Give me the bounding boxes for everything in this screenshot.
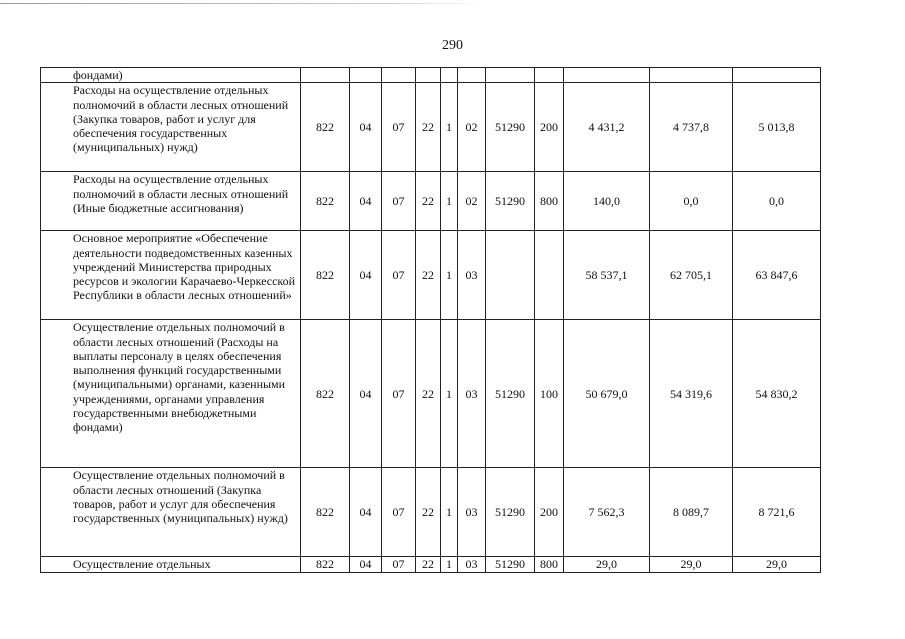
- section-code-cell: 04: [350, 172, 382, 231]
- ministry-code-cell: 822: [301, 83, 350, 172]
- section-code-cell: 04: [350, 557, 382, 572]
- subprogram-code-cell: 1: [441, 83, 458, 172]
- row-name-cell: Расходы на осуществление отдельных полномочий в области лесных отношений (Иные бюджетные ассигнования): [41, 172, 301, 231]
- amount-year2-cell: 29,0: [650, 557, 733, 572]
- table-row: [41, 320, 821, 468]
- expense-type-cell: 200: [535, 468, 564, 557]
- event-code-cell: 03: [458, 468, 486, 557]
- event-code-cell: 03: [458, 320, 486, 468]
- amount-year3-cell: [733, 68, 821, 83]
- event-code-cell: 02: [458, 172, 486, 231]
- budget-table: [40, 67, 821, 573]
- program-code-cell: [416, 68, 441, 83]
- subprogram-code-cell: 1: [441, 320, 458, 468]
- subsection-code-cell: 07: [382, 557, 416, 572]
- program-code-cell: 22: [416, 231, 441, 320]
- expense-direction-cell: 51290: [486, 83, 535, 172]
- amount-year2-cell: 0,0: [650, 172, 733, 231]
- subsection-code-cell: 07: [382, 231, 416, 320]
- event-code-cell: 02: [458, 83, 486, 172]
- program-code-cell: 22: [416, 468, 441, 557]
- amount-year1-cell: 50 679,0: [564, 320, 650, 468]
- amount-year2-cell: [650, 68, 733, 83]
- expense-direction-cell: 51290: [486, 468, 535, 557]
- section-code-cell: 04: [350, 83, 382, 172]
- section-code-cell: 04: [350, 231, 382, 320]
- amount-year1-cell: 7 562,3: [564, 468, 650, 557]
- ministry-code-cell: 822: [301, 557, 350, 572]
- amount-year1-cell: 4 431,2: [564, 83, 650, 172]
- subprogram-code-cell: 1: [441, 231, 458, 320]
- ministry-code-cell: 822: [301, 320, 350, 468]
- row-name-cell: Основное мероприятие «Обеспечение деятельности подведомственных казенных учреждений Министерства природных ресурсов и экологии Карачаево-Черкесской Республики в области лесных отношений»: [41, 231, 301, 320]
- section-code-cell: 04: [350, 468, 382, 557]
- ministry-code-cell: [301, 68, 350, 83]
- subsection-code-cell: 07: [382, 83, 416, 172]
- table-row: [41, 172, 821, 231]
- subprogram-code-cell: [441, 68, 458, 83]
- event-code-cell: 03: [458, 557, 486, 572]
- scan-edge-line: [0, 3, 485, 4]
- amount-year3-cell: 0,0: [733, 172, 821, 231]
- subsection-code-cell: [382, 68, 416, 83]
- amount-year3-cell: 29,0: [733, 557, 821, 572]
- table-row: [41, 68, 821, 83]
- expense-direction-cell: 51290: [486, 320, 535, 468]
- amount-year3-cell: 5 013,8: [733, 83, 821, 172]
- expense-direction-cell: [486, 68, 535, 83]
- program-code-cell: 22: [416, 172, 441, 231]
- page-number: 290: [442, 38, 463, 53]
- row-name-cell: фондами): [41, 68, 301, 83]
- table-row: [41, 231, 821, 320]
- amount-year3-cell: 54 830,2: [733, 320, 821, 468]
- subprogram-code-cell: 1: [441, 557, 458, 572]
- expense-direction-cell: 51290: [486, 172, 535, 231]
- expense-type-cell: 100: [535, 320, 564, 468]
- section-code-cell: [350, 68, 382, 83]
- event-code-cell: [458, 68, 486, 83]
- amount-year2-cell: 54 319,6: [650, 320, 733, 468]
- table-row: [41, 83, 821, 172]
- expense-type-cell: [535, 231, 564, 320]
- ministry-code-cell: 822: [301, 231, 350, 320]
- amount-year2-cell: 4 737,8: [650, 83, 733, 172]
- amount-year3-cell: 63 847,6: [733, 231, 821, 320]
- row-name-cell: Осуществление отдельных полномочий в области лесных отношений (Расходы на выплаты персоналу в целях обеспечения выполнения функций государственными (муниципальными) органами, казенными учреждениями, органами управления государственными внебюджетными фондами): [41, 320, 301, 468]
- expense-type-cell: 800: [535, 172, 564, 231]
- amount-year1-cell: 29,0: [564, 557, 650, 572]
- program-code-cell: 22: [416, 557, 441, 572]
- subsection-code-cell: 07: [382, 172, 416, 231]
- subsection-code-cell: 07: [382, 468, 416, 557]
- expense-direction-cell: 51290: [486, 557, 535, 572]
- expense-type-cell: [535, 68, 564, 83]
- expense-type-cell: 200: [535, 83, 564, 172]
- event-code-cell: 03: [458, 231, 486, 320]
- amount-year1-cell: 58 537,1: [564, 231, 650, 320]
- amount-year2-cell: 62 705,1: [650, 231, 733, 320]
- ministry-code-cell: 822: [301, 468, 350, 557]
- table-row: [41, 468, 821, 557]
- expense-direction-cell: [486, 231, 535, 320]
- row-name-cell: Осуществление отдельных полномочий в области лесных отношений (Закупка товаров, работ и услуг для обеспечения государственных (муниципальных) нужд): [41, 468, 301, 557]
- amount-year1-cell: 140,0: [564, 172, 650, 231]
- section-code-cell: 04: [350, 320, 382, 468]
- program-code-cell: 22: [416, 320, 441, 468]
- subprogram-code-cell: 1: [441, 468, 458, 557]
- subprogram-code-cell: 1: [441, 172, 458, 231]
- amount-year2-cell: 8 089,7: [650, 468, 733, 557]
- amount-year3-cell: 8 721,6: [733, 468, 821, 557]
- amount-year1-cell: [564, 68, 650, 83]
- ministry-code-cell: 822: [301, 172, 350, 231]
- expense-type-cell: 800: [535, 557, 564, 572]
- row-name-cell: Расходы на осуществление отдельных полномочий в области лесных отношений (Закупка товаров, работ и услуг для обеспечения государственных (муниципальных) нужд): [41, 83, 301, 172]
- row-name-cell: Осуществление отдельных: [41, 557, 301, 572]
- program-code-cell: 22: [416, 83, 441, 172]
- subsection-code-cell: 07: [382, 320, 416, 468]
- table-row: [41, 557, 821, 572]
